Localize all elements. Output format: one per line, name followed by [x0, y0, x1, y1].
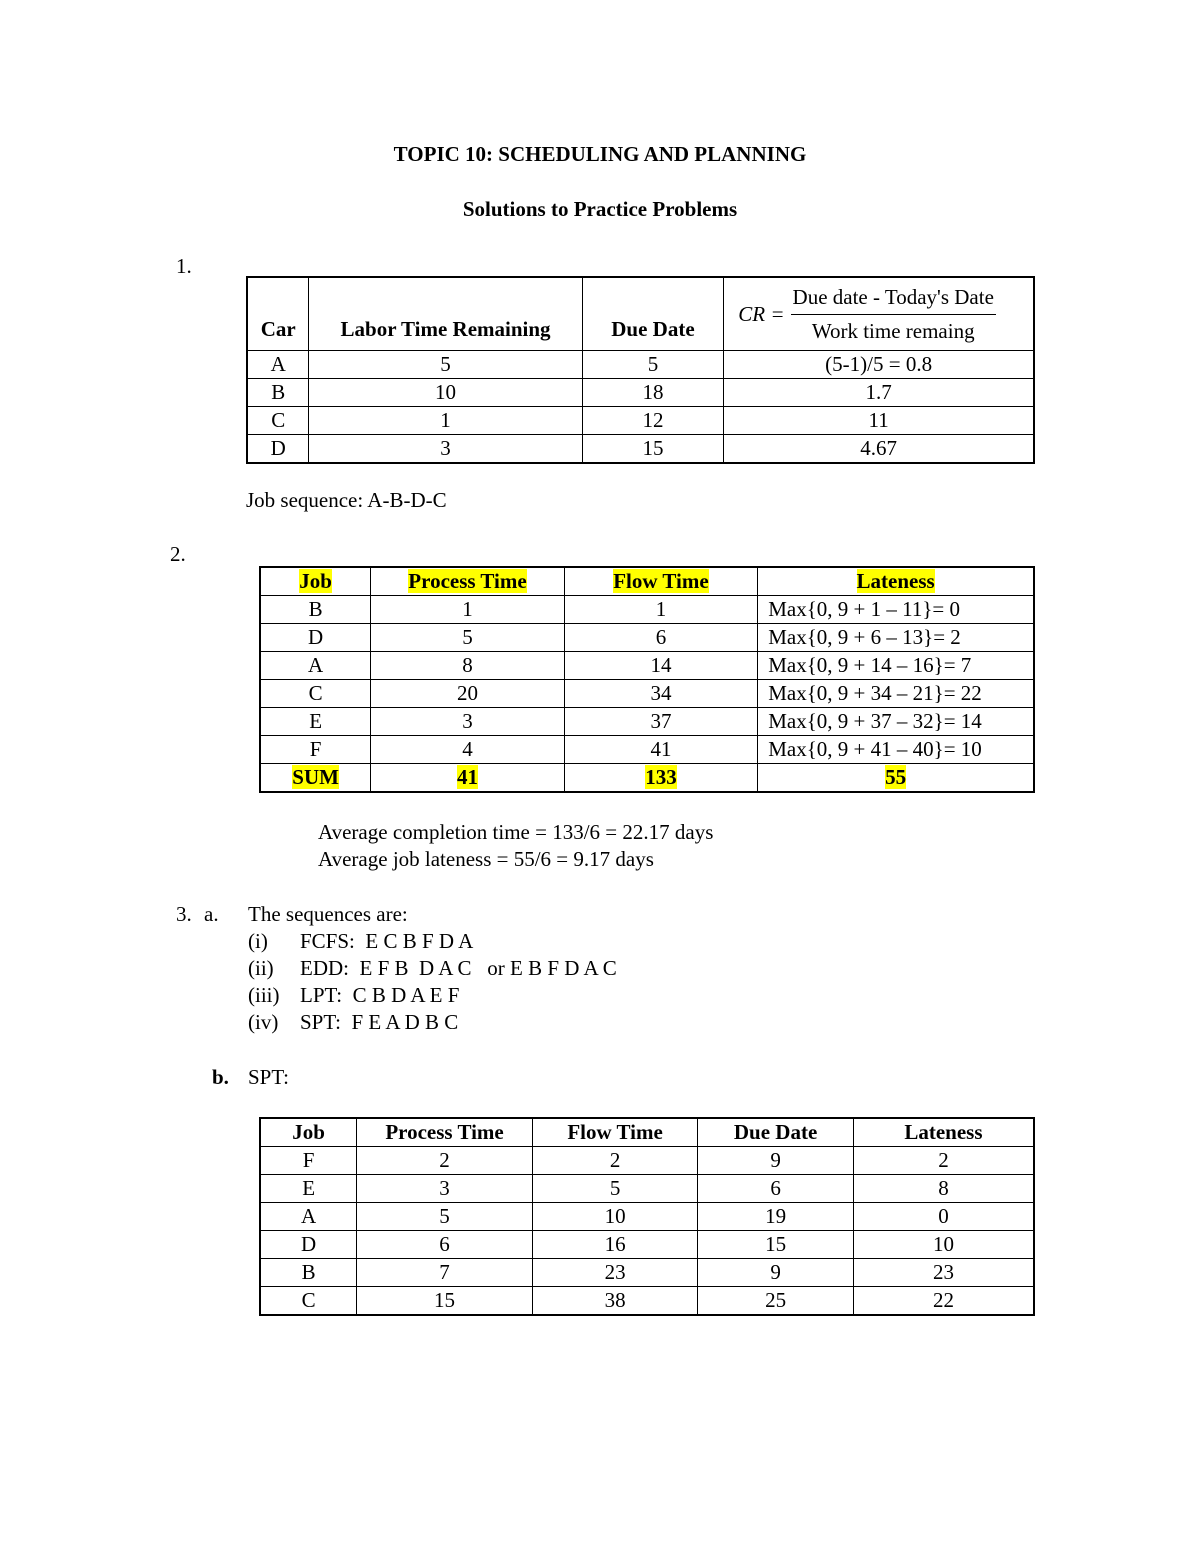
sequence-text: LPT: C B D A E F	[300, 983, 460, 1007]
table-row	[260, 1203, 1034, 1231]
cell-car: A	[247, 351, 309, 379]
page-title: TOPIC 10: SCHEDULING AND PLANNING	[393, 142, 807, 166]
cell-cr: (5-1)/5 = 0.8	[724, 351, 1034, 379]
critical-ratio-table	[246, 276, 1035, 464]
cell-flow-time: 6	[564, 624, 757, 652]
header-labor-time: Labor Time Remaining	[309, 277, 582, 351]
cell-due-date: 12	[582, 407, 724, 435]
cell-job: A	[260, 652, 371, 680]
header-due-date: Due Date	[582, 277, 724, 351]
cell-job: E	[260, 1175, 357, 1203]
cell-job: D	[260, 624, 371, 652]
cell-car: C	[247, 407, 309, 435]
header-process-time: Process Time	[408, 569, 527, 593]
cell-job: B	[260, 596, 371, 624]
cell-lateness: Max{0, 9 + 37 – 32}= 14	[758, 708, 1034, 736]
cell-process-time: 1	[371, 596, 565, 624]
sum-row	[260, 764, 1034, 793]
table-row	[247, 379, 1034, 407]
cr-denominator: Work time remaing	[811, 318, 975, 343]
cell-due-date: 6	[698, 1175, 854, 1203]
table-row	[260, 624, 1034, 652]
header-flow-time: Flow Time	[532, 1118, 698, 1147]
cell-lateness: Max{0, 9 + 14 – 16}= 7	[758, 652, 1034, 680]
cell-flow-time: 14	[564, 652, 757, 680]
sequence-label: (ii)	[248, 956, 274, 980]
cell-due-date: 9	[698, 1147, 854, 1175]
cell-flow-time: 5	[532, 1175, 698, 1203]
problem-3-number: 3.	[176, 902, 192, 926]
cell-due-date: 25	[698, 1287, 854, 1316]
cell-process-time: 15	[357, 1287, 533, 1316]
header-job: Job	[299, 569, 332, 593]
cell-flow-time: 34	[564, 680, 757, 708]
cell-flow-time: 10	[532, 1203, 698, 1231]
cr-lhs: CR =	[738, 301, 785, 326]
cell-flow-time: 2	[532, 1147, 698, 1175]
table-row	[260, 596, 1034, 624]
cell-car: B	[247, 379, 309, 407]
table-row	[260, 1175, 1034, 1203]
sequence-label: (iii)	[248, 983, 280, 1007]
cell-lateness: 0	[853, 1203, 1034, 1231]
table-header-row	[247, 277, 1034, 351]
cell-flow-time: 37	[564, 708, 757, 736]
table-row	[260, 1259, 1034, 1287]
sequence-text: EDD: E F B D A C or E B F D A C	[300, 956, 617, 980]
header-job: Job	[260, 1118, 357, 1147]
cell-lateness: 10	[853, 1231, 1034, 1259]
header-car: Car	[247, 277, 309, 351]
header-lateness: Lateness	[856, 569, 935, 593]
problem-2-number: 2.	[170, 542, 186, 566]
cell-flow-time: 1	[564, 596, 757, 624]
cell-due-date: 5	[582, 351, 724, 379]
table-row	[260, 680, 1034, 708]
part-b-label: b.	[212, 1065, 229, 1089]
cell-lateness: Max{0, 9 + 6 – 13}= 2	[758, 624, 1034, 652]
cell-job: B	[260, 1259, 357, 1287]
cell-flow-time: 38	[532, 1287, 698, 1316]
sequence-label: (i)	[248, 929, 268, 953]
avg-completion-time: Average completion time = 133/6 = 22.17 days	[318, 820, 714, 844]
cell-lateness: 8	[853, 1175, 1034, 1203]
header-process-time: Process Time	[357, 1118, 533, 1147]
cell-due-date: 19	[698, 1203, 854, 1231]
cell-due-date: 18	[582, 379, 724, 407]
cell-lateness: Max{0, 9 + 41 – 40}= 10	[758, 736, 1034, 764]
sequence-text: SPT: F E A D B C	[300, 1010, 459, 1034]
sequences-intro: The sequences are:	[248, 902, 408, 926]
table-header-row	[260, 567, 1034, 596]
header-flow-time: Flow Time	[613, 569, 709, 593]
cell-labor-time: 5	[309, 351, 582, 379]
table-row	[247, 407, 1034, 435]
table-row	[247, 435, 1034, 464]
sum-process-time: 41	[457, 765, 478, 789]
table-row	[260, 736, 1034, 764]
spt-table	[259, 1117, 1035, 1316]
cell-labor-time: 10	[309, 379, 582, 407]
job-sequence: Job sequence: A-B-D-C	[246, 488, 447, 512]
cell-lateness: Max{0, 9 + 1 – 11}= 0	[758, 596, 1034, 624]
cell-cr: 4.67	[724, 435, 1034, 464]
cell-process-time: 5	[371, 624, 565, 652]
table-row	[260, 1231, 1034, 1259]
cell-car: D	[247, 435, 309, 464]
table-row	[260, 708, 1034, 736]
sequence-label: (iv)	[248, 1010, 279, 1034]
cell-cr: 11	[724, 407, 1034, 435]
cell-due-date: 15	[582, 435, 724, 464]
cell-due-date: 15	[698, 1231, 854, 1259]
cell-lateness: Max{0, 9 + 34 – 21}= 22	[758, 680, 1034, 708]
cell-process-time: 8	[371, 652, 565, 680]
sum-flow-time: 133	[645, 765, 677, 789]
cell-job: F	[260, 1147, 357, 1175]
cell-job: A	[260, 1203, 357, 1231]
table-row	[260, 1147, 1034, 1175]
table-header-row	[260, 1118, 1034, 1147]
cell-job: E	[260, 708, 371, 736]
sum-lateness: 55	[885, 765, 907, 789]
cell-process-time: 7	[357, 1259, 533, 1287]
page-subtitle: Solutions to Practice Problems	[462, 197, 738, 221]
cell-lateness: 22	[853, 1287, 1034, 1316]
cell-process-time: 3	[371, 708, 565, 736]
problem-1-number: 1.	[176, 254, 192, 278]
cell-process-time: 6	[357, 1231, 533, 1259]
lateness-table	[259, 566, 1035, 793]
avg-job-lateness: Average job lateness = 55/6 = 9.17 days	[318, 847, 654, 871]
header-lateness: Lateness	[853, 1118, 1034, 1147]
cell-flow-time: 41	[564, 736, 757, 764]
header-due-date: Due Date	[698, 1118, 854, 1147]
cell-flow-time: 16	[532, 1231, 698, 1259]
cell-job: F	[260, 736, 371, 764]
cell-process-time: 2	[357, 1147, 533, 1175]
cell-labor-time: 1	[309, 407, 582, 435]
cell-flow-time: 23	[532, 1259, 698, 1287]
cr-fraction	[791, 285, 996, 344]
cr-numerator: Due date - Today's Date	[791, 285, 996, 315]
cell-job: D	[260, 1231, 357, 1259]
cell-due-date: 9	[698, 1259, 854, 1287]
cell-job: C	[260, 1287, 357, 1316]
cell-cr: 1.7	[724, 379, 1034, 407]
cell-labor-time: 3	[309, 435, 582, 464]
cell-process-time: 4	[371, 736, 565, 764]
table-row	[260, 652, 1034, 680]
cell-process-time: 5	[357, 1203, 533, 1231]
sequence-text: FCFS: E C B F D A	[300, 929, 474, 953]
sum-label: SUM	[292, 765, 339, 789]
cell-process-time: 3	[357, 1175, 533, 1203]
part-b-text: SPT:	[248, 1065, 289, 1089]
cell-lateness: 23	[853, 1259, 1034, 1287]
table-row	[247, 351, 1034, 379]
cell-job: C	[260, 680, 371, 708]
cell-process-time: 20	[371, 680, 565, 708]
table-row	[260, 1287, 1034, 1316]
cell-lateness: 2	[853, 1147, 1034, 1175]
header-critical-ratio	[724, 277, 1034, 351]
part-a-label: a.	[204, 902, 219, 926]
